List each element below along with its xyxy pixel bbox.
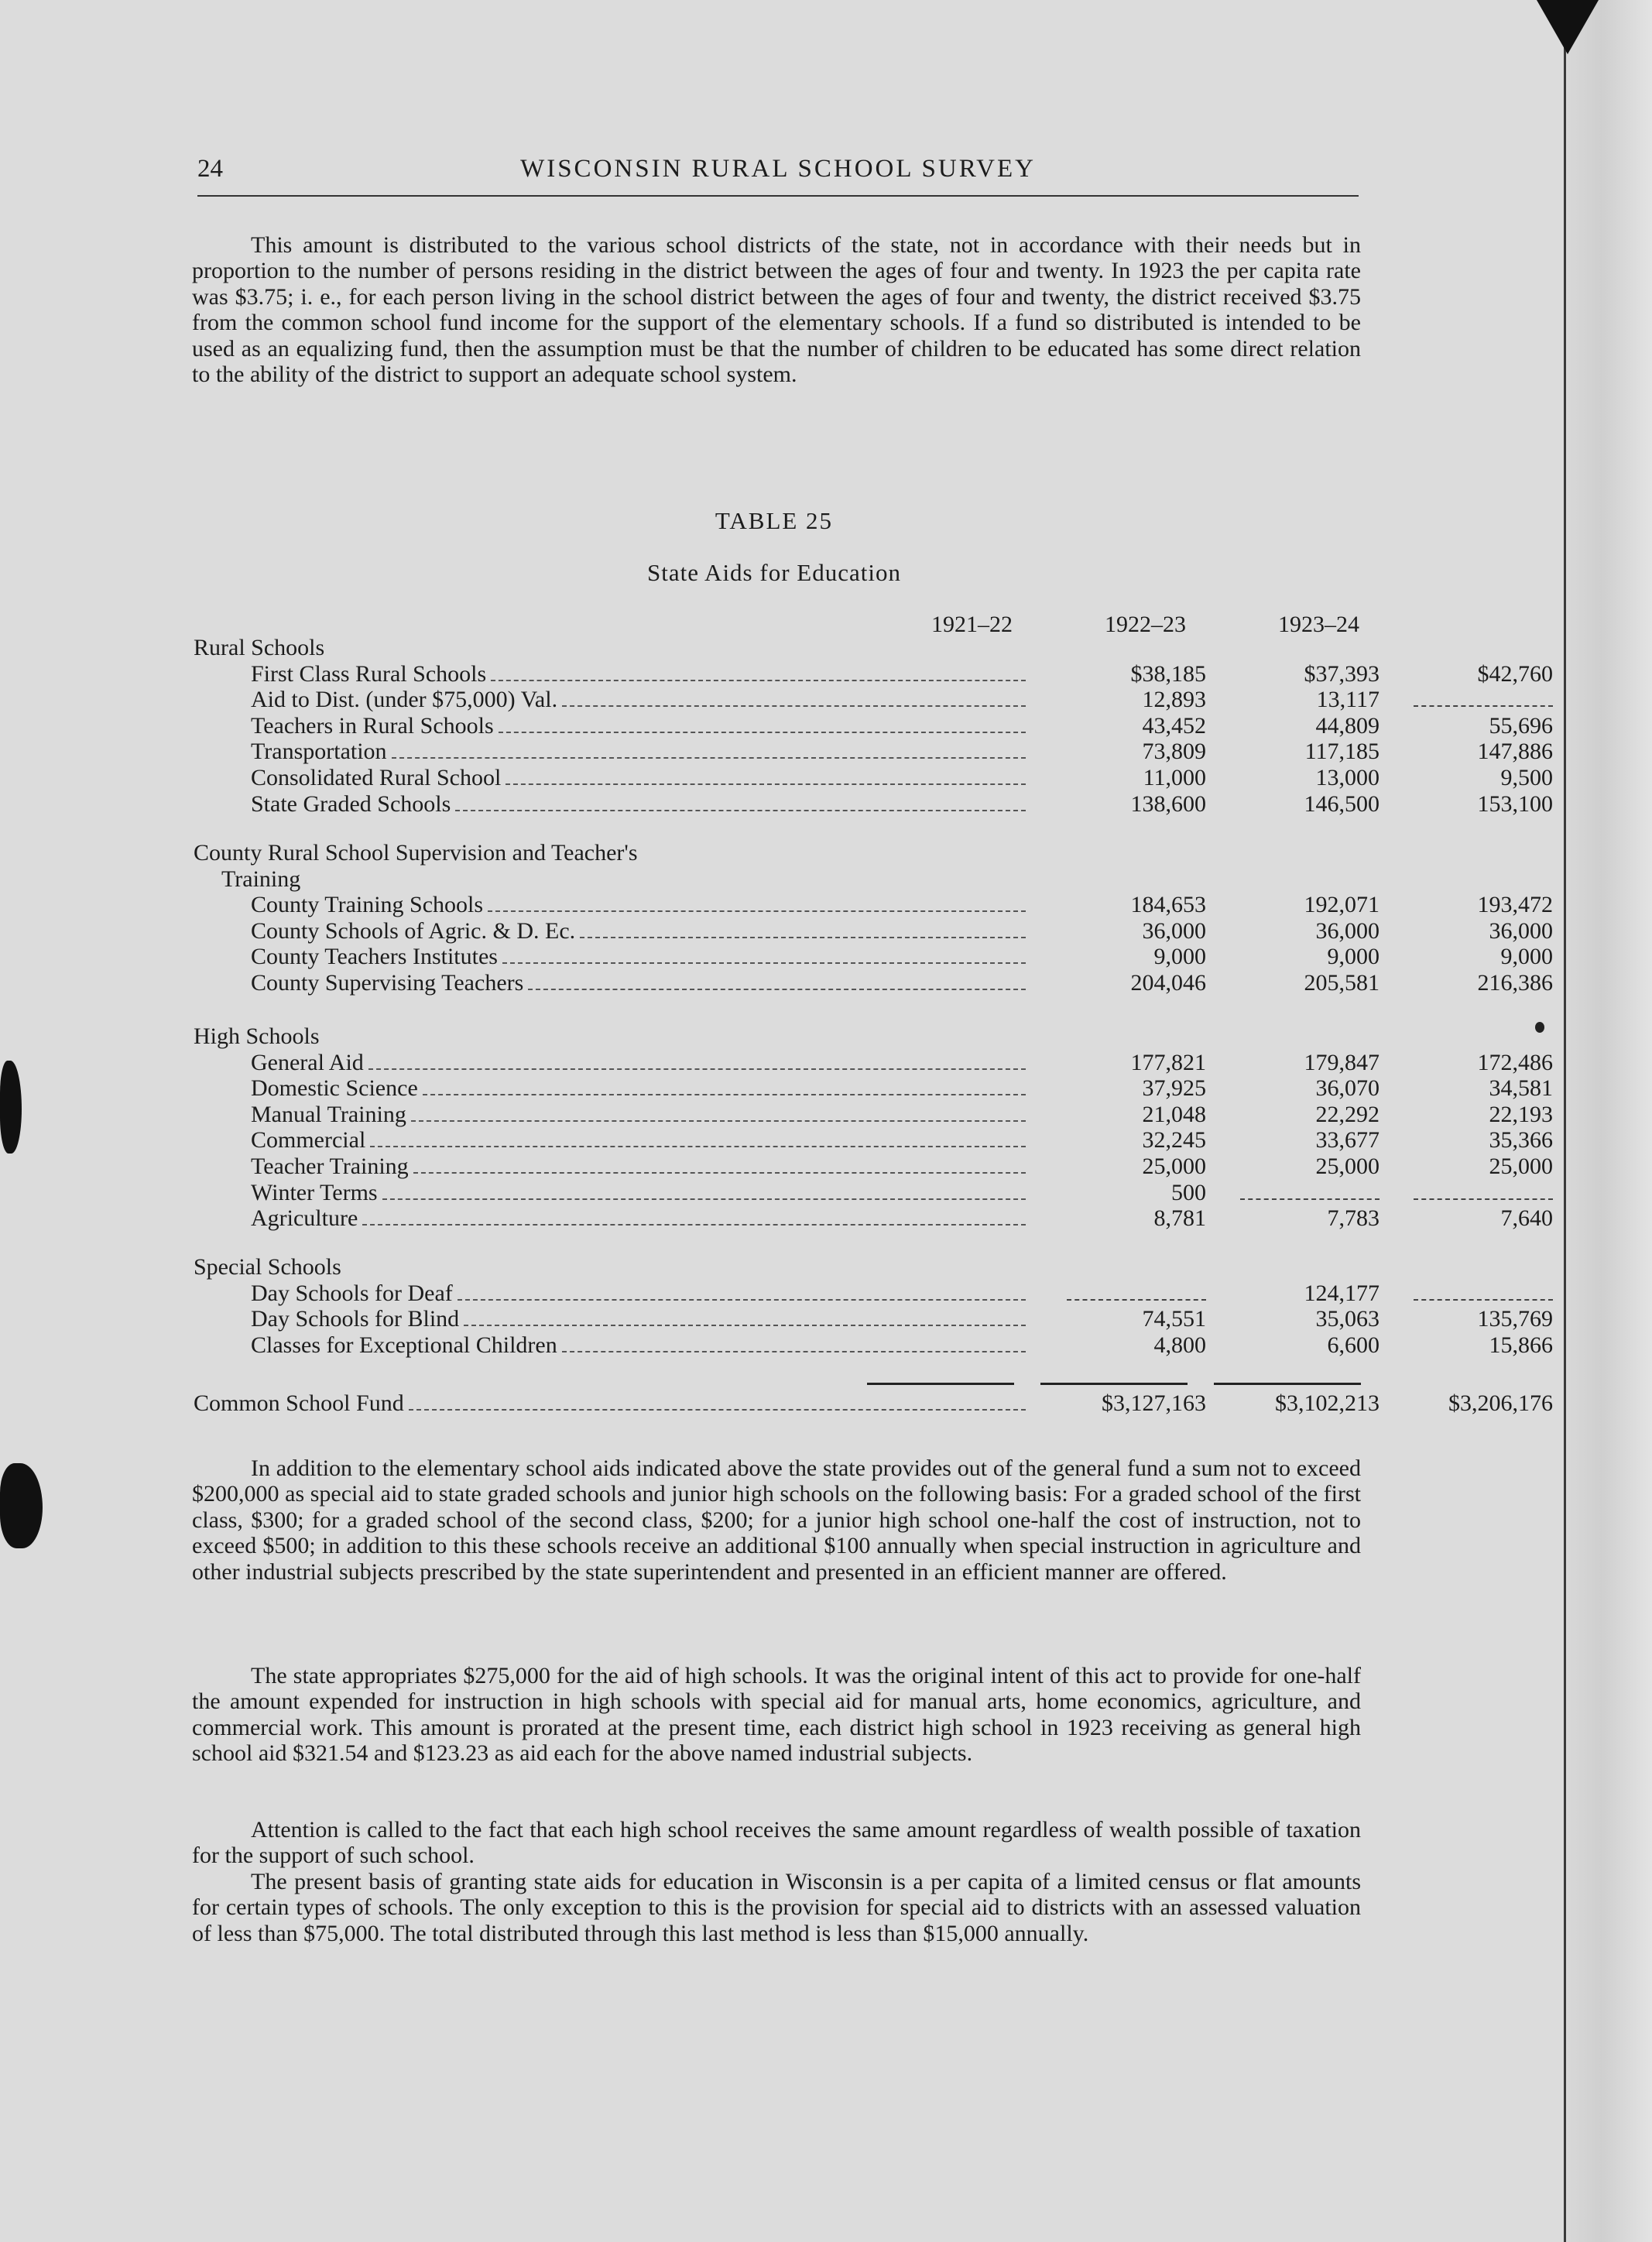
cell-value: 43,452 (1142, 712, 1206, 739)
dot-leader (488, 910, 1026, 912)
dot-leader (499, 732, 1026, 733)
section-heading: Special Schools (194, 1254, 341, 1280)
body-paragraph: The present basis of granting state aids for education in Wisconsin is a per capita of a limited census or flat amounts for certain types of schools. The only exception to this is the provision for special aid to districts with an assessed valuation of less than $75,000. The total distributed through this last method is less than $15,000 annually. (192, 1869, 1361, 1946)
row-label: Domestic Science (251, 1075, 418, 1102)
cell-value: 12,893 (1142, 687, 1206, 713)
section-heading: County Rural School Supervision and Teacher's (194, 840, 638, 866)
cell-value: 135,769 (1477, 1306, 1553, 1332)
cell-value: $42,760 (1477, 660, 1553, 687)
total-row (194, 1390, 1553, 1417)
sum-rule (1040, 1383, 1188, 1385)
cell-value: 216,386 (1477, 970, 1553, 996)
cell-value: 25,000 (1315, 1154, 1380, 1179)
row-label: State Graded Schools (251, 790, 451, 817)
cell-value: 13,000 (1315, 765, 1380, 790)
section-heading: High Schools (194, 1023, 320, 1049)
body-paragraph: Attention is called to the fact that each high school receives the same amount regardless of wealth possible of taxation for the support of such school. (192, 1817, 1361, 1869)
row-label: Classes for Exceptional Children (251, 1332, 557, 1358)
cell-value: 37,925 (1142, 1075, 1206, 1102)
cell-value: 184,653 (1130, 892, 1206, 918)
table-row (194, 765, 1553, 791)
cell-value: 32,245 (1142, 1127, 1206, 1154)
cell-value: 11,000 (1143, 765, 1206, 790)
cell-value: 177,821 (1130, 1049, 1206, 1075)
section-heading: Training (221, 866, 301, 892)
cell-value: 146,500 (1304, 790, 1380, 817)
year-header: 1921–22 (931, 612, 1013, 637)
row-label: County Teachers Institutes (251, 944, 498, 970)
empty-cell-dash (1414, 1198, 1553, 1200)
dot-leader (413, 1172, 1026, 1174)
cell-value: 124,177 (1304, 1280, 1380, 1306)
dot-leader (362, 1224, 1026, 1226)
empty-cell-dash (1067, 1299, 1206, 1301)
row-label: Commercial (251, 1127, 366, 1154)
row-label: Teachers in Rural Schools (251, 712, 494, 739)
table-row (194, 1049, 1553, 1076)
cell-value: 9,500 (1500, 765, 1553, 790)
dot-leader (464, 1325, 1026, 1326)
table-row (194, 1075, 1553, 1102)
dot-leader (502, 962, 1026, 964)
cell-value: 25,000 (1489, 1154, 1553, 1179)
running-title: WISCONSIN RURAL SCHOOL SURVEY (520, 155, 1036, 183)
row-label: Consolidated Rural School (251, 765, 502, 790)
sum-rule (867, 1383, 1014, 1385)
intro-paragraph: This amount is distributed to the various school districts of the state, not in accordance with their needs but in proportion to the number of persons residing in the district between the ages of four and twenty. In 1923 the per capita rate was $3.75; i. e., for each person living in the school district between the ages of four and twenty, the district received $3.75 from the common school fund income for the support of the elementary schools. If a fund so distributed is intended to be used as an equalizing fund, then the assumption must be that the number of children to be educated has some direct relation to the ability of the district to support an adequate school system. (192, 232, 1361, 388)
cell-value: 74,551 (1142, 1306, 1206, 1332)
body-paragraph: In addition to the elementary school aids indicated above the state provides out of the general fund a sum not to exceed $200,000 as special aid to state graded schools and junior high schools on the following basis: For a graded school of the first class, $300; for a graded school of the second class, $200; for a junior high school one-half the cost of instruction, not to exceed $500; in addition to this these schools receive an additional $100 annually when special instruction in agriculture and other industrial subjects prescribed by the state superintendent and presented in an efficient manner are offered. (192, 1455, 1361, 1585)
cell-value: 21,048 (1142, 1101, 1206, 1127)
body-paragraph: The state appropriates $275,000 for the aid of high schools. It was the original intent of this act to provide for one-half the amount expended for instruction in high schools with special aid for manual arts, home economics, agriculture, and commercial work. This amount is prorated at the present time, each district high school in 1923 receiving as general high school aid $321.54 and $123.23 as aid each for the above named industrial subjects. (192, 1663, 1361, 1767)
dot-leader (491, 680, 1026, 681)
row-label: Aid to Dist. (under $75,000) Val. (251, 687, 558, 713)
table-row (194, 1205, 1553, 1232)
cell-value: 192,071 (1304, 892, 1380, 918)
table-row (194, 892, 1553, 918)
cell-value: 34,581 (1489, 1075, 1553, 1102)
cell-value: 44,809 (1315, 712, 1380, 739)
cell-value: 33,677 (1315, 1127, 1380, 1154)
cell-value: 36,000 (1489, 917, 1553, 944)
empty-cell-dash (1414, 705, 1553, 707)
table-row (194, 970, 1553, 996)
dot-leader (458, 1299, 1026, 1301)
dot-leader (506, 783, 1026, 785)
table-row (194, 687, 1380, 713)
cell-value: 7,640 (1500, 1205, 1553, 1232)
ink-blot (0, 1061, 22, 1154)
dot-leader (411, 1120, 1026, 1122)
row-label: County Supervising Teachers (251, 970, 524, 996)
table-row (194, 944, 1553, 970)
total-value: $3,102,213 (1275, 1390, 1380, 1416)
cell-value: $38,185 (1130, 660, 1206, 687)
cell-value: 22,292 (1315, 1101, 1380, 1127)
table-row (194, 1280, 1380, 1307)
row-label: Teacher Training (251, 1154, 409, 1179)
row-label: Day Schools for Blind (251, 1306, 460, 1332)
dot-leader (528, 989, 1026, 990)
total-label: Common School Fund (194, 1390, 404, 1416)
cell-value: 55,696 (1489, 712, 1553, 739)
cell-value: 36,000 (1142, 917, 1206, 944)
table-row (194, 917, 1553, 944)
cell-value: 204,046 (1130, 970, 1206, 996)
cell-value: 35,366 (1489, 1127, 1553, 1154)
table-row (194, 1306, 1553, 1332)
cell-value: 25,000 (1142, 1154, 1206, 1179)
page-header (197, 155, 1359, 197)
row-label: Day Schools for Deaf (251, 1280, 453, 1306)
ink-dot (1535, 1022, 1544, 1033)
section-heading-row (194, 840, 1362, 866)
sum-rule (1214, 1383, 1361, 1385)
dot-leader (382, 1198, 1026, 1200)
row-label: Agriculture (251, 1205, 358, 1232)
table-row (194, 739, 1553, 765)
table-caption: State Aids for Education (647, 559, 901, 586)
cell-value: 117,185 (1304, 739, 1380, 765)
cell-value: 22,193 (1489, 1101, 1553, 1127)
table-row (194, 1332, 1553, 1359)
ink-blot (0, 1463, 43, 1548)
cell-value: 153,100 (1477, 790, 1553, 817)
dot-leader (423, 1094, 1026, 1095)
cell-value: 7,783 (1327, 1205, 1380, 1232)
table-row (194, 1154, 1553, 1180)
dot-leader (580, 937, 1026, 938)
row-label: County Schools of Agric. & D. Ec. (251, 917, 576, 944)
total-value: $3,127,163 (1102, 1390, 1206, 1416)
dot-leader (392, 757, 1026, 759)
section-heading: Rural Schools (194, 635, 325, 660)
dot-leader (370, 1146, 1026, 1147)
dot-leader (562, 705, 1026, 707)
dot-leader (455, 810, 1026, 811)
year-header: 1923–24 (1278, 612, 1359, 637)
table-row (194, 712, 1553, 739)
cell-value: 172,486 (1477, 1049, 1553, 1075)
section-heading-row (194, 635, 1362, 661)
cell-value: 73,809 (1142, 739, 1206, 765)
table-row (194, 1127, 1553, 1154)
cell-value: 36,070 (1315, 1075, 1380, 1102)
table-row (194, 790, 1553, 818)
table-row (194, 1101, 1553, 1128)
cell-value: 9,000 (1327, 944, 1380, 970)
row-label: Transportation (251, 739, 387, 765)
section-heading-row (194, 1023, 1362, 1050)
cell-value: 179,847 (1304, 1049, 1380, 1075)
cell-value: 35,063 (1315, 1306, 1380, 1332)
cell-value: 205,581 (1304, 970, 1380, 996)
row-label: County Training Schools (251, 892, 484, 918)
section-heading-row (194, 1254, 1362, 1280)
cell-value: 9,000 (1500, 944, 1553, 970)
cell-value: 193,472 (1477, 892, 1553, 918)
cell-value: 15,866 (1489, 1332, 1553, 1358)
total-value: $3,206,176 (1448, 1390, 1553, 1416)
cell-value: 500 (1171, 1179, 1206, 1205)
table-row (194, 1180, 1362, 1206)
cell-value: 13,117 (1316, 687, 1380, 713)
table-row (194, 660, 1553, 687)
cell-value: 4,800 (1153, 1332, 1206, 1358)
corner-mark (1537, 0, 1599, 54)
page-number: 24 (197, 155, 223, 183)
row-label: General Aid (251, 1049, 364, 1075)
cell-value: 36,000 (1315, 917, 1380, 944)
row-label: Manual Training (251, 1101, 406, 1127)
empty-cell-dash (1240, 1198, 1380, 1200)
empty-cell-dash (1414, 1299, 1553, 1301)
row-label: First Class Rural Schools (251, 660, 487, 687)
table-number: TABLE 25 (715, 507, 834, 534)
dot-leader (368, 1068, 1026, 1070)
year-header: 1922–23 (1105, 612, 1186, 637)
page-edge (1564, 0, 1652, 2242)
cell-value: 8,781 (1153, 1205, 1206, 1232)
cell-value: 9,000 (1153, 944, 1206, 970)
dot-leader (409, 1409, 1026, 1411)
section-heading-row (194, 866, 1362, 893)
row-label: Winter Terms (251, 1179, 378, 1205)
cell-value: 147,886 (1477, 739, 1553, 765)
cell-value: $37,393 (1304, 660, 1380, 687)
cell-value: 6,600 (1327, 1332, 1380, 1358)
cell-value: 138,600 (1130, 790, 1206, 817)
dot-leader (562, 1351, 1026, 1352)
